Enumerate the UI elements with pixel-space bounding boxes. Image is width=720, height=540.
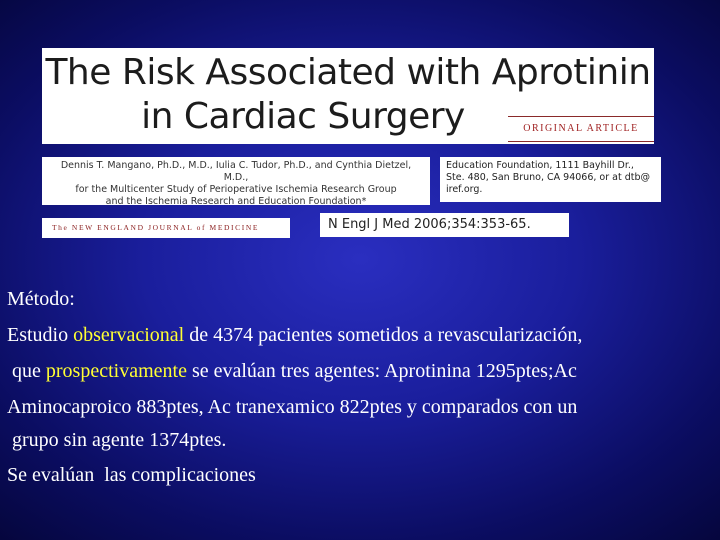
body-line-4: Aminocaproico 883ptes, Ac tranexamico 822ptes y comparados con un [7, 396, 578, 418]
article-title-clipping [42, 48, 654, 144]
body-line-6: Se evalúan las complicaciones [7, 464, 256, 486]
highlight-prospectivamente: prospectivamente [45, 360, 187, 382]
method-heading: Método: [7, 288, 75, 310]
address-clipping [440, 157, 661, 202]
body-line-3-end: se evalúan tres agentes: Aprotinina 1295ptes;Ac [186, 360, 577, 382]
journal-name-clipping [42, 218, 290, 238]
authors-clipping [42, 157, 430, 205]
journal-name: The NEW ENGLAND JOURNAL of MEDICINE [52, 223, 260, 232]
body-line-3-start: que [7, 360, 46, 382]
body-line-2 [7, 324, 582, 347]
article-title-line-1: The Risk Associated with Aprotinin [45, 52, 651, 93]
body-line-2-end: de 4374 pacientes sometidos a revascularización, [184, 324, 583, 346]
citation-text: N Engl J Med 2006;354:353-65. [328, 217, 531, 232]
body-line-2-start: Estudio [7, 324, 74, 346]
body-line-3 [7, 360, 577, 383]
highlight-observacional: observacional [73, 324, 185, 346]
body-line-5: grupo sin agente 1374ptes. [7, 429, 227, 451]
authors-text: Dennis T. Mangano, Ph.D., M.D., Iulia C. Tudor, Ph.D., and Cynthia Dietzel, M.D., for the Multicenter Study of Perioperative Ischemia Research Group and the Ischemia Research and Education Foundation* [60, 160, 412, 207]
citation-clipping [320, 213, 569, 237]
article-title-line-2: in Cardiac Surgery [141, 96, 465, 137]
section-label: ORIGINAL ARTICLE [508, 116, 654, 142]
address-text: Education Foundation, 1111 Bayhill Dr., Ste. 480, San Bruno, CA 94066, or at dtb@ iref.org. [446, 160, 651, 195]
